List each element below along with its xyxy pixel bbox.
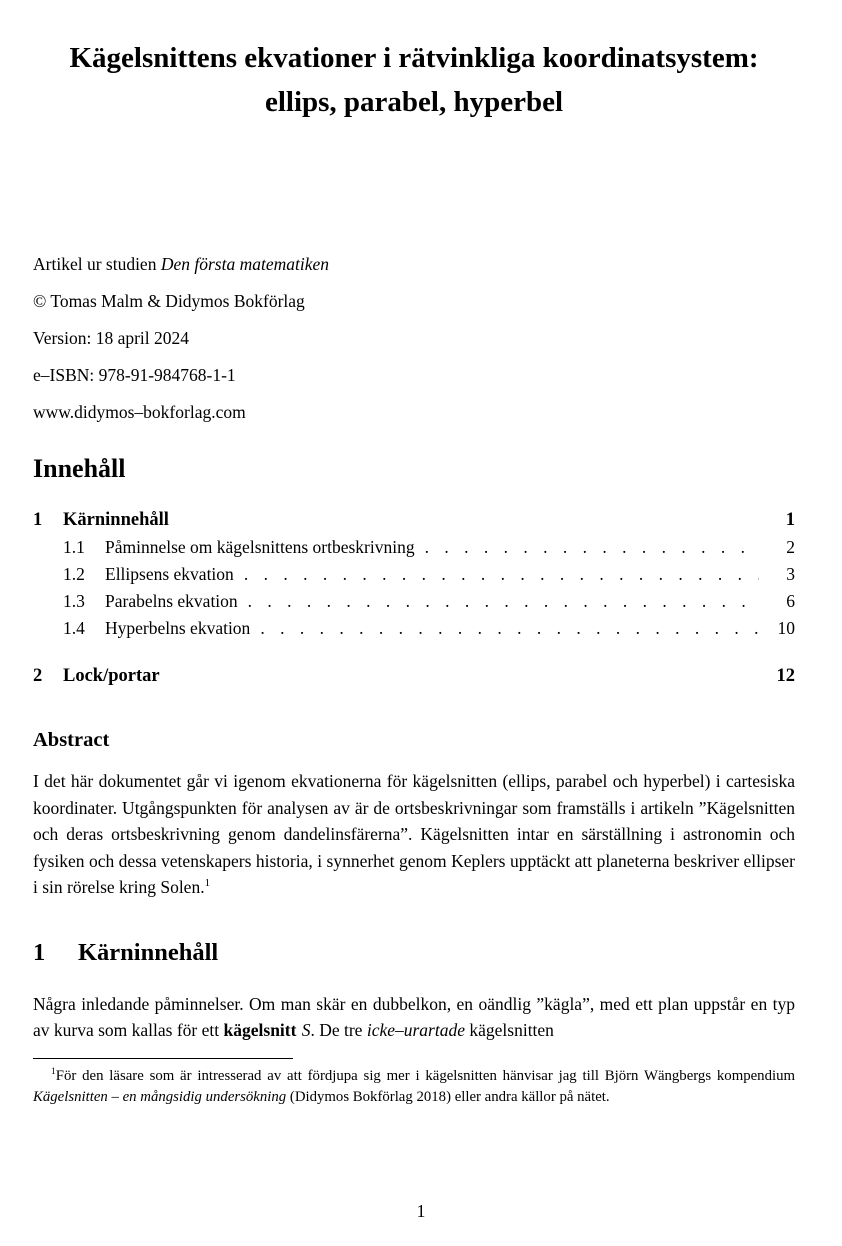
toc-item-label: Parabelns ekvation — [105, 591, 238, 611]
footnote-marker: 1 — [51, 1066, 56, 1077]
abstract-paragraph — [33, 768, 795, 901]
toc-item-number: 1.4 — [63, 618, 85, 638]
footnote-italic-title: Kägelsnitten – en mångsidig undersökning — [33, 1089, 287, 1106]
meta-isbn: e–ISBN: 978-91-984768-1-1 — [33, 365, 236, 385]
body-italic-term: icke–urartade — [366, 1020, 465, 1040]
abstract-heading: Abstract — [33, 729, 110, 751]
toc-item-label: Hyperbelns ekvation — [105, 618, 251, 638]
footnote-reference-mark: 1 — [204, 877, 211, 890]
footnote-body: (Didymos Bokförlag 2018) eller andra källor på nätet. — [286, 1089, 610, 1106]
toc-dot-leader — [260, 615, 759, 642]
toc-item-row — [33, 615, 795, 642]
abstract-text: I det här dokumentet går vi igenom ekvationerna för kägelsnitten (ellips, parabel och hyperbel) i cartesiska koordinater. Utgångspunkten för analysen av är de ortsbeskrivningar som framställs i artikeln ”Kägelsnitten och deras ortsbeskrivning genom dandelinsfärerna”. Kägelsnitten intar en särställning i astronomin och fysiken och dessa vetenskapers historia, i synnerhet genom Keplers upptäckt att planeterna beskriver ellipser i sin rörelse kring Solen. — [33, 771, 795, 897]
toc-item-number: 1.2 — [63, 564, 85, 584]
toc-item-label: Påminnelse om kägelsnittens ortbeskrivning — [105, 537, 415, 557]
toc-chapter-page: 12 — [776, 666, 795, 686]
table-of-contents — [33, 506, 795, 690]
toc-dot-leader — [244, 561, 759, 588]
toc-chapter-label: Kärninnehåll — [63, 510, 169, 530]
toc-chapter-number: 2 — [33, 666, 43, 686]
toc-item-row — [33, 588, 795, 615]
meta-copyright: © Tomas Malm & Didymos Bokförlag — [33, 291, 305, 311]
footnote-rule — [33, 1058, 293, 1059]
page-number: 1 — [416, 1201, 426, 1221]
toc-chapter-row — [33, 662, 795, 690]
footnote-body: För den läsare som är intresserad av att fördjupa sig mer i kägelsnitten hänvisar jag till Björn Wängbergs kompendium — [55, 1067, 795, 1084]
body-text: Några inledande påminnelser. Om man skär en dubbelkon, en oändlig ”kägla”, med ett plan uppstår en typ av kurva som kallas för ett — [33, 993, 795, 1040]
toc-dot-leader — [425, 534, 759, 561]
meta-block — [33, 254, 795, 422]
toc-item-number: 1.1 — [63, 537, 85, 557]
meta-website: www.didymos–bokforlag.com — [33, 402, 246, 422]
toc-item-label: Ellipsens ekvation — [105, 564, 234, 584]
body-paragraph — [33, 991, 795, 1044]
toc-chapter-page: 1 — [785, 510, 795, 530]
section-number: 1 — [33, 938, 46, 966]
toc-dot-leader — [248, 588, 759, 615]
toc-item-page: 10 — [777, 618, 795, 638]
toc-heading: Innehåll — [33, 454, 126, 483]
footnote-text — [33, 1066, 795, 1110]
body-bold-term: kägelsnitt — [223, 1020, 297, 1040]
meta-article-line — [33, 254, 795, 274]
meta-version: Version: 18 april 2024 — [33, 328, 190, 348]
toc-chapter-label: Lock/portar — [63, 666, 160, 686]
document-title: Kägelsnittens ekvationer i rätvinkliga koordinatsystem: ellips, parabel, hyperbel — [69, 42, 759, 118]
meta-article-prefix: Artikel ur studien — [33, 254, 161, 274]
toc-item-row — [33, 534, 795, 561]
toc-item-page: 6 — [786, 591, 795, 611]
toc-item-number: 1.3 — [63, 591, 85, 611]
toc-chapter-row — [33, 506, 795, 534]
body-text: . De tre — [310, 1020, 367, 1040]
toc-item-row — [33, 561, 795, 588]
toc-chapter-number: 1 — [33, 510, 43, 530]
toc-item-page: 3 — [786, 564, 795, 584]
section-title: Kärninnehåll — [78, 938, 219, 966]
math-symbol: S — [301, 1020, 311, 1040]
toc-item-page: 2 — [786, 537, 795, 557]
section-heading — [33, 937, 795, 969]
meta-article-source: Den första matematiken — [160, 254, 329, 274]
body-text: kägelsnitten — [465, 1020, 554, 1040]
